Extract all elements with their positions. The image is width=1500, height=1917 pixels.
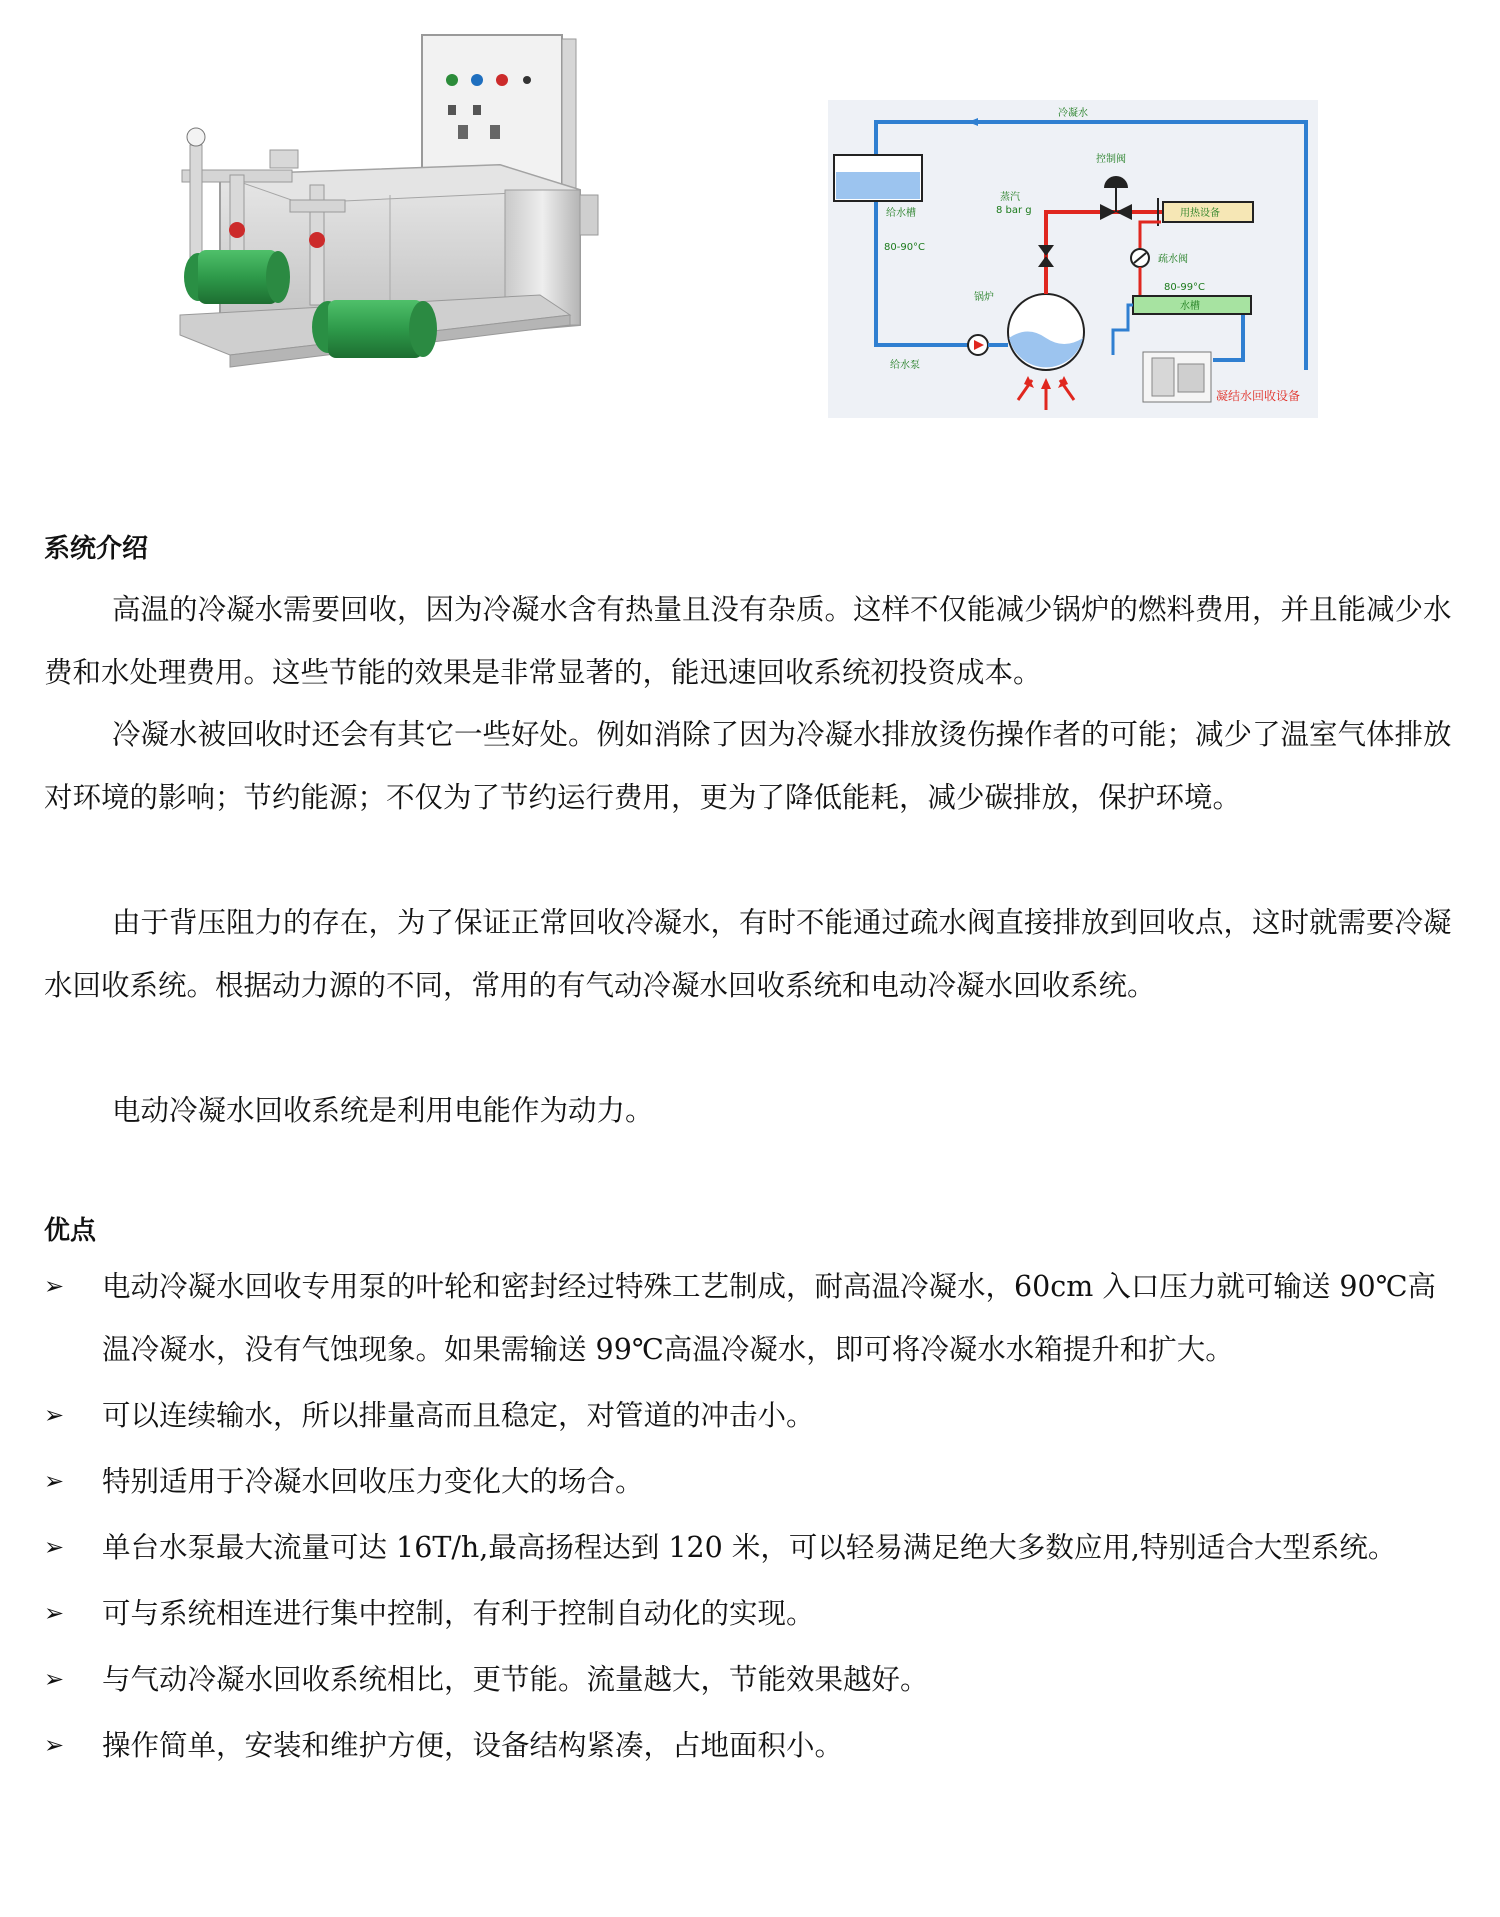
list-item-text: 可以连续输水，所以排量高而且稳定，对管道的冲击小。 bbox=[102, 1399, 815, 1432]
intro-paragraph: 电动冷凝水回收系统是利用电能作为动力。 bbox=[112, 1094, 654, 1127]
list-item bbox=[44, 1450, 1464, 1513]
bullet-arrow-icon: ➢ bbox=[44, 1401, 65, 1429]
label-trap: 疏水阀 bbox=[1158, 254, 1188, 265]
list-item-text: 可与系统相连进行集中控制，有利于控制自动化的实现。 bbox=[102, 1597, 815, 1630]
section-heading-intro: 系统介绍 bbox=[44, 534, 149, 564]
bullet-arrow-icon: ➢ bbox=[44, 1533, 65, 1561]
product-photo bbox=[160, 25, 620, 445]
label-recovery-unit: 凝结水回收设备 bbox=[1216, 389, 1301, 403]
list-item-text: 与气动冷凝水回收系统相比，更节能。流量越大，节能效果越好。 bbox=[102, 1663, 929, 1696]
list-item-text: 单台水泵最大流量可达 16T/h,最高扬程达到 120 米，可以轻易满足绝大多数应用,特别适合大型系统。 bbox=[102, 1531, 1397, 1564]
list-item bbox=[44, 1648, 1464, 1711]
bullet-arrow-icon: ➢ bbox=[44, 1467, 65, 1495]
section-heading-advantages: 优点 bbox=[44, 1216, 97, 1246]
label-feed-tank: 给水槽 bbox=[886, 208, 916, 219]
label-heat-equipment: 用热设备 bbox=[1180, 208, 1220, 219]
label-feed-pump: 给水泵 bbox=[890, 360, 920, 371]
list-item-text: 电动冷凝水回收专用泵的叶轮和密封经过特殊工艺制成，耐高温冷凝水，60cm 入口压力就可输送 90℃高温冷凝水，没有气蚀现象。如果需输送 99℃高温冷凝水，即可将冷凝水水箱提升和扩大。 bbox=[102, 1270, 1437, 1366]
intro-paragraph: 高温的冷凝水需要回收，因为冷凝水含有热量且没有杂质。这样不仅能减少锅炉的燃料费用，并且能减少水费和水处理费用。这些节能的效果是非常显著的，能迅速回收系统初投资成本。 bbox=[44, 593, 1452, 689]
label-feed-temp: 80-90°C bbox=[884, 242, 926, 253]
list-item-text: 操作简单，安装和维护方便，设备结构紧凑，占地面积小。 bbox=[102, 1729, 844, 1762]
label-steam: 蒸汽 bbox=[1000, 192, 1020, 203]
label-tank-temp: 80-99°C bbox=[1164, 282, 1206, 293]
advantages-list bbox=[44, 1255, 1464, 1780]
list-item bbox=[44, 1384, 1464, 1447]
intro-paragraph: 冷凝水被回收时还会有其它一些好处。例如消除了因为冷凝水排放烫伤操作者的可能；减少了温室气体排放对环境的影响；节约能源；不仅为了节约运行费用，更为了降低能耗，减少碳排放，保护环境。 bbox=[44, 718, 1452, 814]
list-item bbox=[44, 1582, 1464, 1645]
list-item bbox=[44, 1516, 1464, 1579]
label-water-tank: 水槽 bbox=[1180, 301, 1200, 312]
label-boiler: 锅炉 bbox=[974, 292, 994, 303]
list-item-text: 特别适用于冷凝水回收压力变化大的场合。 bbox=[102, 1465, 644, 1498]
intro-paragraph: 由于背压阻力的存在，为了保证正常回收冷凝水，有时不能通过疏水阀直接排放到回收点，这时就需要冷凝水回收系统。根据动力源的不同，常用的有气动冷凝水回收系统和电动冷凝水回收系统。 bbox=[44, 906, 1452, 1002]
label-condensate: 冷凝水 bbox=[1058, 108, 1088, 119]
label-steam-pressure: 8 bar g bbox=[996, 205, 1032, 216]
label-control-valve: 控制阀 bbox=[1096, 154, 1126, 165]
bullet-arrow-icon: ➢ bbox=[44, 1665, 65, 1693]
list-item bbox=[44, 1255, 1464, 1381]
condensate-recovery-diagram bbox=[828, 100, 1318, 418]
list-item bbox=[44, 1714, 1464, 1777]
bullet-arrow-icon: ➢ bbox=[44, 1599, 65, 1627]
bullet-arrow-icon: ➢ bbox=[44, 1731, 65, 1759]
bullet-arrow-icon: ➢ bbox=[44, 1272, 65, 1300]
